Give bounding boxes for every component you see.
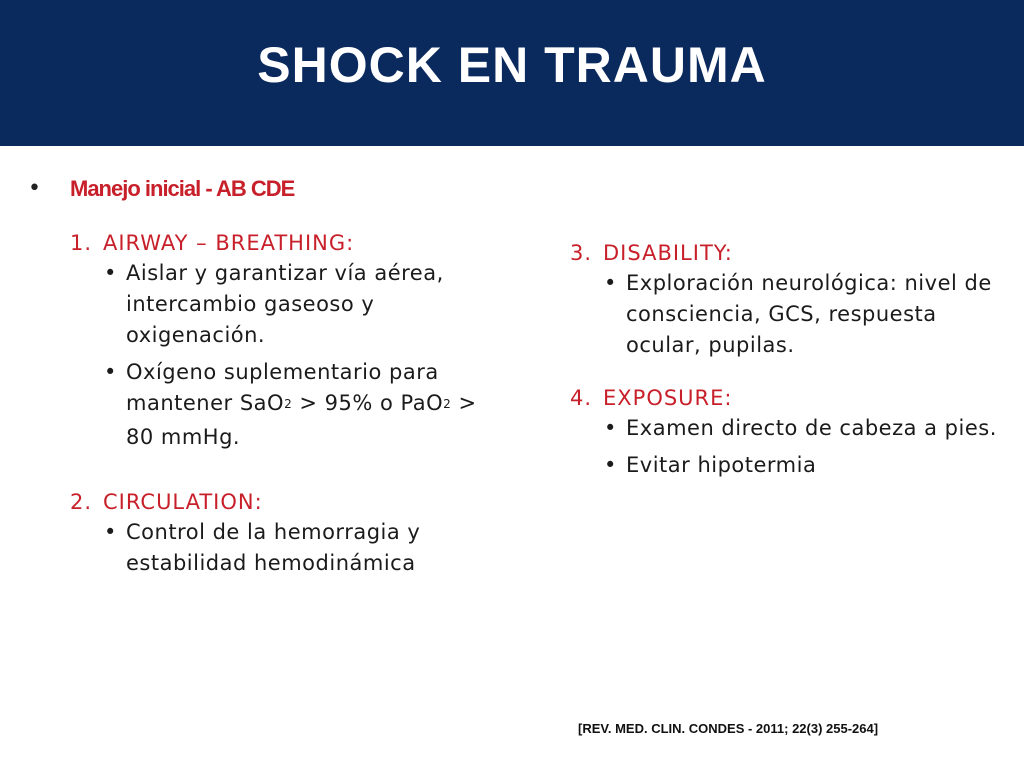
item-text-part: Oxígeno suplementario para mantener SaO (126, 360, 439, 415)
bullet-dot: • (604, 453, 617, 477)
bullet-dot: • (604, 416, 617, 440)
section-airway-heading (70, 228, 510, 258)
bullet-dot: • (104, 520, 117, 544)
bullet-dot: • (104, 261, 117, 285)
title-bar (0, 0, 1024, 146)
bullet-dot: • (604, 271, 617, 295)
list-item (70, 357, 510, 453)
item-text: Control de la hemorragia y estabilidad hemodinámica (126, 520, 421, 575)
list-item (570, 413, 1000, 444)
list-item (570, 268, 1000, 361)
section-title: DISABILITY: (603, 241, 733, 265)
list-item (570, 450, 1000, 481)
section-number: 2. (70, 490, 93, 514)
list-item (70, 258, 510, 351)
section-circulation-heading (70, 487, 510, 517)
bullet-dot: • (104, 360, 117, 384)
section-number: 4. (570, 386, 593, 410)
main-bullet-text: Manejo inicial - AB CDE (70, 176, 295, 201)
item-text: Evitar hipotermia (626, 453, 817, 477)
section-number: 3. (570, 241, 593, 265)
subscript: 2 (284, 397, 293, 411)
list-item (70, 517, 510, 579)
item-text-part: > 95% o PaO (292, 391, 444, 415)
slide-title: SHOCK EN TRAUMA (257, 37, 767, 93)
main-bullet-dot: • (28, 176, 41, 201)
item-text: Aislar y garantizar vía aérea, intercambio gaseoso y oxigenación. (126, 261, 444, 347)
left-column (70, 228, 510, 579)
section-number: 1. (70, 231, 93, 255)
item-text-part: > 80 mmHg. (126, 391, 477, 449)
section-exposure-heading (570, 383, 1000, 413)
section-title: CIRCULATION: (103, 490, 263, 514)
subscript: 2 (443, 397, 452, 411)
section-disability-heading (570, 238, 1000, 268)
item-text: Exploración neurológica: nivel de consciencia, GCS, respuesta ocular, pupilas. (626, 271, 992, 357)
item-text: Examen directo de cabeza a pies. (626, 416, 997, 440)
right-column (570, 238, 1000, 481)
section-title: EXPOSURE: (603, 386, 733, 410)
section-title: AIRWAY – BREATHING: (103, 231, 355, 255)
citation: [REV. MED. CLIN. CONDES - 2011; 22(3) 255-264] (578, 721, 879, 736)
